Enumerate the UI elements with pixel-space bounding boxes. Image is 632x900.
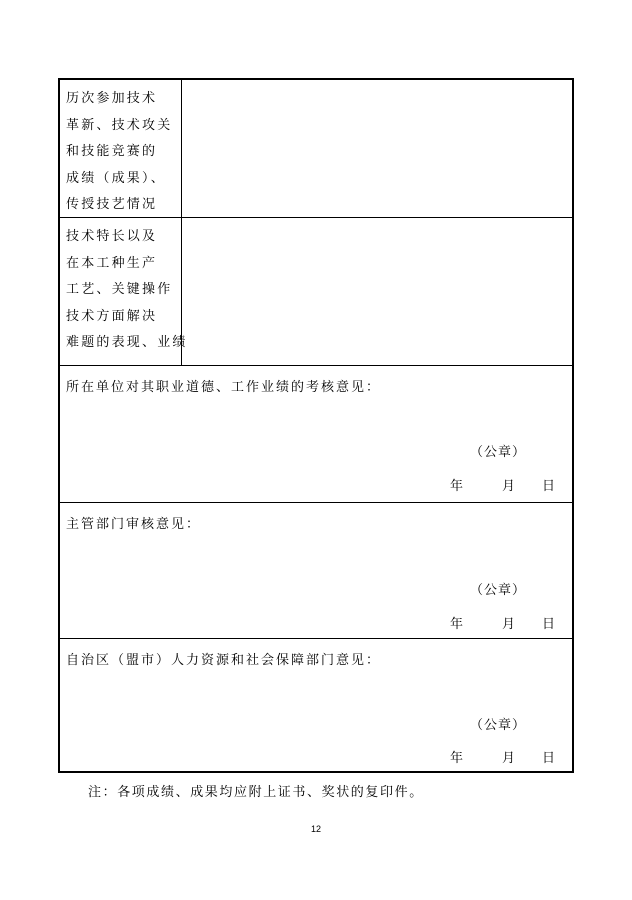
- expertise-value-cell[interactable]: [182, 218, 572, 365]
- application-form-table: [58, 78, 574, 773]
- supervisor-date-day: 日: [542, 617, 556, 632]
- achievements-label-line: 成绩（成果）、: [66, 170, 166, 186]
- expertise-label-line: 工艺、关键操作: [66, 282, 173, 297]
- supervisor-seal-label: （公章）: [470, 583, 527, 598]
- achievements-row: [60, 80, 572, 218]
- expertise-label-line: 难题的表现、业绩: [66, 335, 188, 350]
- expertise-label-line: 技术特长以及: [66, 229, 158, 244]
- hr-date-month: 月: [502, 751, 516, 766]
- supervisor-review-section: [60, 503, 572, 639]
- achievements-value-cell[interactable]: [182, 80, 572, 217]
- unit-date-year: 年: [450, 479, 464, 494]
- unit-assessment-section: [60, 366, 572, 503]
- achievements-label-line: 革新、技术攻关: [66, 117, 173, 133]
- achievements-label-line: 和技能竞赛的: [66, 144, 158, 159]
- expertise-label-line: 在本工种生产: [66, 255, 158, 271]
- supervisor-date-month: 月: [502, 617, 516, 632]
- expertise-label-line: 技术方面解决: [66, 308, 158, 324]
- hr-date-year: 年: [450, 751, 464, 766]
- supervisor-date-year: 年: [450, 617, 464, 632]
- supervisor-review-title: 主管部门审核意见：: [66, 517, 202, 532]
- achievements-label-line: 传授技艺情况: [66, 197, 158, 212]
- footnote: 注：各项成绩、成果均应附上证书、奖状的复印件。: [88, 785, 424, 800]
- unit-date-month: 月: [502, 479, 516, 494]
- achievements-label-cell: [60, 80, 182, 217]
- unit-seal-label: （公章）: [470, 445, 527, 460]
- unit-date-day: 日: [542, 479, 556, 494]
- hr-department-section: [60, 639, 572, 773]
- expertise-row: [60, 218, 572, 366]
- hr-date-day: 日: [542, 751, 556, 766]
- expertise-label-cell: [60, 218, 188, 365]
- page-number: 12: [310, 824, 321, 834]
- achievements-label-line: 历次参加技术: [66, 91, 158, 106]
- hr-department-title: 自治区（盟市）人力资源和社会保障部门意见：: [66, 653, 382, 668]
- unit-assessment-title: 所在单位对其职业道德、工作业绩的考核意见：: [66, 380, 382, 395]
- hr-seal-label: （公章）: [470, 718, 527, 733]
